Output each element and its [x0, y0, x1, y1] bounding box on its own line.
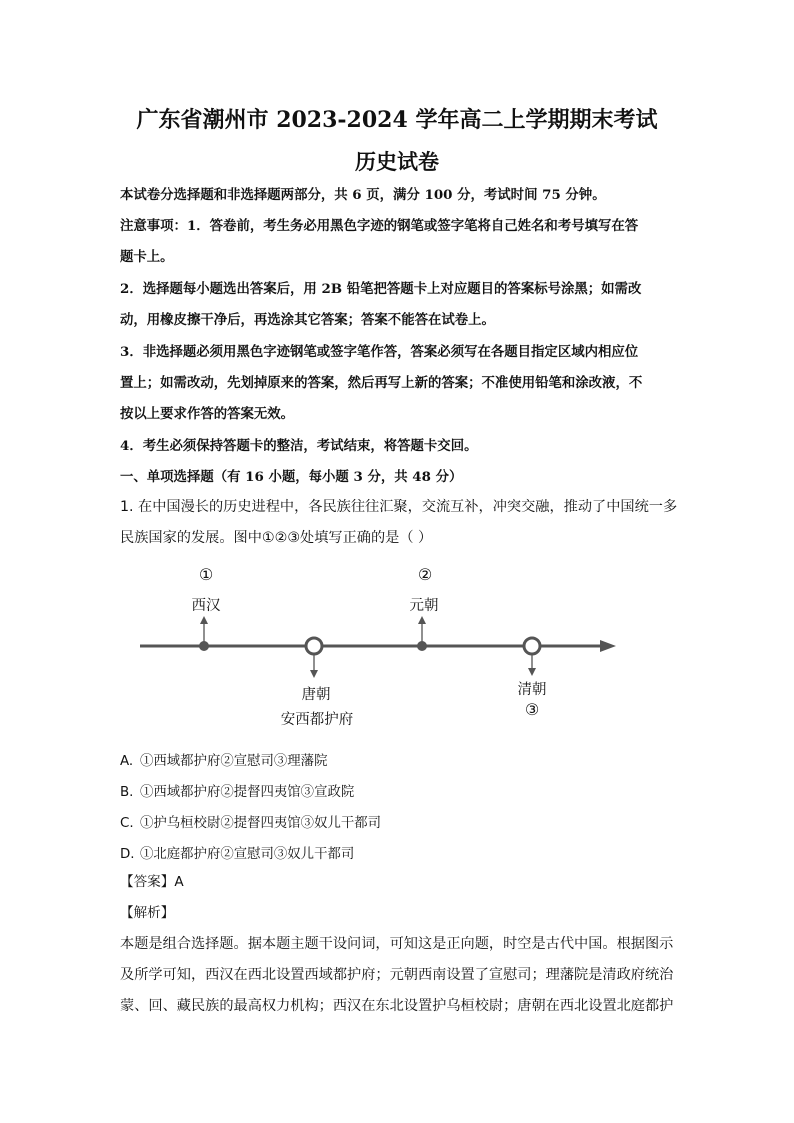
- intro-line: 置上；如需改动，先划掉原来的答案，然后再写上新的答案；不准使用铅笔和涂改液，不: [120, 375, 643, 391]
- marker-2: ②: [417, 565, 433, 584]
- intro-line: 题卡上。: [120, 249, 174, 265]
- timeline-dot-yuan: [417, 641, 427, 651]
- exam-title: 广东省潮州市 2023-2024 学年高二上学期期末考试: [136, 107, 658, 133]
- analysis-line: 本题是组合选择题。据本题主题干设问词，可知这是正向题，时空是古代中国。根据图示: [120, 936, 674, 952]
- option-letter: D.: [120, 847, 135, 862]
- answer: 【答案】A: [120, 874, 184, 890]
- label-qing: 清朝: [517, 682, 547, 698]
- label-xihan: 西汉: [191, 598, 221, 614]
- intro-line: 本试卷分选择题和非选择题两部分，共 6 页，满分 100 分，考试时间 75 分钟。: [120, 187, 606, 203]
- label-anxi: 安西都护府: [280, 712, 354, 728]
- analysis-line: 蒙、回、藏民族的最高权力机构；西汉在东北设置护乌桓校尉；唐朝在西北设置北庭都护: [120, 998, 674, 1014]
- section-heading: 一、单项选择题（有 16 小题，每小题 3 分，共 48 分）: [120, 469, 463, 485]
- arrow-down-head: [528, 668, 536, 676]
- analysis-heading: 【解析】: [120, 905, 175, 921]
- option-c[interactable]: [120, 812, 381, 831]
- question-stem: 1. 在中国漫长的历史进程中，各民族往往汇聚，交流互补，冲突交融，推动了中国统一多: [120, 499, 678, 515]
- option-text: ①西域都护府②提督四夷馆③宣政院: [140, 785, 355, 800]
- marker-3: ③: [524, 700, 540, 719]
- intro-line: 2．选择题每小题选出答案后，用 2B 铅笔把答题卡上对应题目的答案标号涂黑；如需改: [120, 281, 642, 297]
- exam-subtitle: 历史试卷: [355, 149, 439, 174]
- option-text: ①北庭都护府②宣慰司③奴儿干都司: [140, 847, 355, 862]
- option-letter: C.: [120, 816, 134, 831]
- intro-line: 注意事项：1．答卷前，考生务必用黑色字迹的钢笔或签字笔将自己姓名和考号填写在答: [120, 218, 639, 234]
- intro-line: 3．非选择题必须用黑色字迹钢笔或签字笔作答，答案必须写在各题目指定区域内相应位: [120, 344, 639, 360]
- timeline-circle-tang: [306, 638, 322, 654]
- arrow-up-head: [200, 616, 208, 624]
- option-text: ①西域都护府②宣慰司③理藩院: [140, 754, 328, 769]
- arrow-down-head: [310, 670, 318, 678]
- option-text: ①护乌桓校尉②提督四夷馆③奴儿干都司: [140, 816, 382, 831]
- question-stem: 民族国家的发展。图中①②③处填写正确的是（ ）: [120, 530, 433, 546]
- option-a[interactable]: [120, 750, 327, 769]
- label-yuan: 元朝: [409, 598, 439, 614]
- option-b[interactable]: [120, 781, 354, 800]
- marker-1: ①: [198, 565, 214, 584]
- option-letter: B.: [120, 785, 134, 800]
- intro-line: 按以上要求作答的答案无效。: [120, 406, 295, 422]
- arrow-up-head: [418, 616, 426, 624]
- intro-line: 4．考生必须保持答题卡的整洁，考试结束，将答题卡交回。: [120, 438, 478, 454]
- intro-line: 动，用橡皮擦干净后，再选涂其它答案；答案不能答在试卷上。: [120, 312, 495, 328]
- option-letter: A.: [120, 754, 134, 769]
- analysis-line: 及所学可知，西汉在西北设置西域都护府；元朝西南设置了宣慰司；理藩院是清政府统治: [120, 967, 674, 983]
- option-d[interactable]: [120, 843, 354, 862]
- label-tang: 唐朝: [301, 687, 331, 703]
- timeline-circle-qing: [524, 638, 540, 654]
- timeline-dot-xihan: [199, 641, 209, 651]
- timeline-arrowhead: [600, 640, 616, 652]
